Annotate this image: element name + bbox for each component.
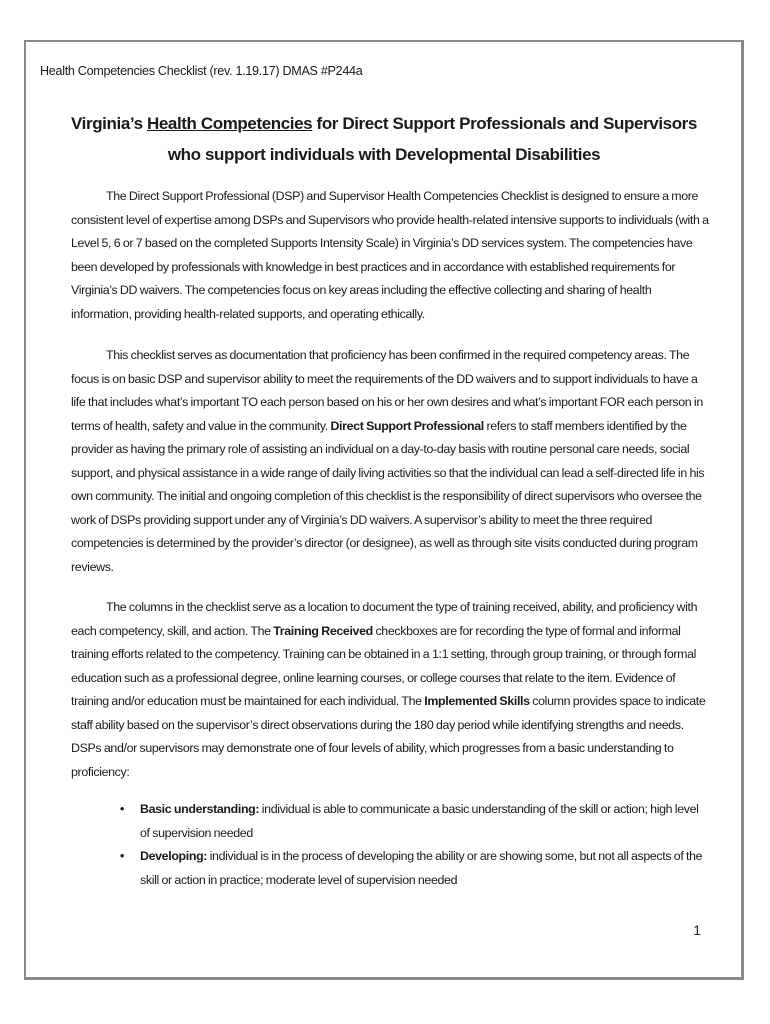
list-item	[118, 845, 708, 892]
paragraph-3-text-c: column provides space to indicate staff ability based on the supervisor’s direct observations during the 180 day period while identifying strengths and needs. DSPs and/or supervisors may demonstrate one of four levels of ability, which progresses from a basic understanding to proficiency:	[71, 694, 706, 779]
title-line-2: who support individuals with Developmental Disabilities	[167, 145, 601, 164]
bullet-term: Developing:	[140, 849, 208, 863]
page-number: 1	[693, 922, 701, 938]
bullet-term: Basic understanding:	[140, 802, 260, 816]
title-suffix: for Direct Support Professionals and Supervisors	[312, 114, 697, 133]
columns-paragraph	[71, 596, 711, 784]
paragraph-3-text-a: The columns in the checklist serve as a location to document the type of training received, ability, and proficiency with each competency, skill, and action. The	[71, 600, 698, 638]
intro-paragraph	[71, 185, 711, 326]
paragraph-2-text-b: refers to staff members identified by the provider as having the primary role of assisting an individual on a day-to-day basis with routine personal care needs, social support, and physical assistance in a wide range of daily living activities so that the individual can lead a self-directed life in his own community. The initial and ongoing completion of this checklist is the responsibility of direct supervisors who oversee the work of DSPs providing support under any of Virginia’s DD waivers. A supervisor’s ability to meet the three required competencies is determined by the provider’s director (or designee), as well as through site visits conducted during program reviews.	[71, 418, 705, 574]
implemented-skills-term: Implemented Skills	[424, 694, 530, 708]
paragraph-2	[71, 344, 711, 579]
bullet-text: individual is in the process of developing the ability or are showing some, but not all aspects of the skill or action in practice; moderate level of supervision needed	[140, 849, 703, 887]
dsp-term: Direct Support Professional	[330, 418, 484, 433]
page-title	[26, 108, 742, 170]
paragraph-3-text-b: checkboxes are for recording the type of formal and informal training efforts related to the competency. Training can be obtained in a 1:1 setting, through group training, or through formal education such as a professional degree, online learning courses, or college courses that relate to the item. Evidence of training and/or education must be maintained for each individual. The	[71, 623, 697, 708]
list-item	[118, 798, 708, 845]
paragraph-2-text-a: This checklist serves as documentation that proficiency has been confirmed in the required competency areas. The focus is on basic DSP and supervisor ability to meet the requirements of the DD waivers and to support individuals to have a life that includes what’s important TO each person based on his or her own desires and what’s important FOR each person in terms of health, safety and value in the community.	[71, 348, 703, 433]
title-line-1	[26, 108, 742, 139]
bullet-icon: •	[120, 802, 124, 816]
bullet-text: individual is able to communicate a basic understanding of the skill or action; high level of supervision needed	[140, 802, 699, 840]
paragraph-3	[71, 596, 711, 784]
training-received-term: Training Received	[273, 623, 373, 638]
title-prefix: Virginia’s	[71, 114, 147, 133]
title-underlined-term: Health Competencies	[146, 114, 313, 133]
purpose-paragraph	[71, 344, 711, 579]
document-id-header: Health Competencies Checklist (rev. 1.19.17) DMAS #P244a	[40, 64, 363, 78]
paragraph-1: The Direct Support Professional (DSP) and Supervisor Health Competencies Checklist is designed to ensure a more consistent level of expertise among DSPs and Supervisors who provide health-related intensive supports to individuals (with a Level 5, 6 or 7 based on the completed Supports Intensity Scale) in Virginia’s DD services system. The competencies have been developed by professionals with knowledge in best practices and in accordance with established requirements for Virginia’s DD waivers. The competencies focus on key areas including the effective collecting and sharing of health information, providing health-related supports, and operating ethically.	[71, 189, 709, 321]
bullet-icon: •	[120, 849, 124, 863]
ability-levels-list	[118, 798, 708, 892]
document-page	[24, 40, 744, 980]
